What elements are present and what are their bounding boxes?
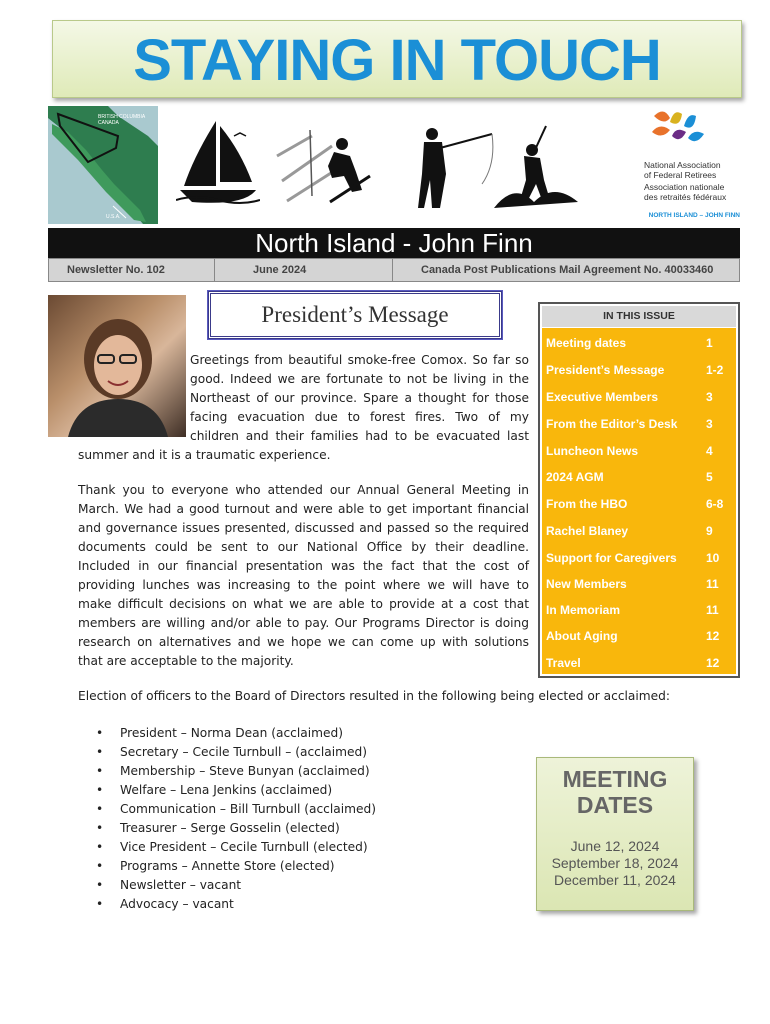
list-item: • Membership – Steve Bunyan (acclaimed) [96,762,376,781]
issue-page: 11 [706,603,719,617]
info-divider [392,259,393,281]
meeting-date: June 12, 2024 [570,838,660,854]
paragraph-line: Greetings from beautiful smoke-free Comox. So far so [190,353,529,367]
issue-item[interactable] [546,444,732,458]
logo-line-3: Association nationale [644,182,725,192]
golfer-icon [494,122,578,208]
list-item: • Vice President – Cecile Turnbull (elected) [96,838,376,857]
issue-item[interactable] [546,470,732,484]
presidents-message-title: President’s Message [261,302,449,327]
president-paragraph-2 [78,481,529,671]
info-divider [214,259,215,281]
paragraph-line: summer and it is a traumatic experience. [78,448,331,462]
issue-title: Support for Caregivers [546,551,677,565]
presidents-message-heading [208,291,502,339]
issue-page: 1 [706,336,713,350]
branch-name: North Island - John Finn [255,228,533,258]
issue-title: Travel [546,656,581,670]
issue-title: President’s Message [546,363,665,377]
issue-item[interactable] [546,551,732,565]
issue-item[interactable] [546,497,732,511]
paragraph-line: providing lunches was increasing to the point where we will have to [78,578,529,592]
paragraph-line: facing evacuation due to forest fires. Two of my [190,410,529,424]
president-paragraph-1 [190,351,529,446]
issue-page: 3 [706,390,713,404]
paragraph-line: children and their families had to be evacuated last [190,429,529,443]
issue-item[interactable] [546,390,732,404]
meeting-title-line-2: DATES [576,792,654,818]
issue-title: In Memoriam [546,603,621,617]
logo-line-1: National Association [644,160,721,170]
in-this-issue-heading: IN THIS ISSUE [542,306,736,327]
mail-agreement: Canada Post Publications Mail Agreement No. 40033460 [421,264,714,276]
fisherman-icon [412,124,496,208]
logo-line-4: des retraités fédéraux [644,192,727,202]
list-item: • President – Norma Dean (acclaimed) [96,724,376,743]
paragraph-line: research on alternatives and we hope we can come up with solutions [78,635,529,649]
issue-item[interactable] [546,629,732,643]
map-label-top: BRITISH COLUMBIA CANADA [98,114,146,126]
sailboat-icon [176,116,260,206]
list-item: • Programs – Annette Store (elected) [96,857,376,876]
list-item: • Secretary – Cecile Turnbull – (acclaimed) [96,743,376,762]
issue-page: 3 [706,417,713,431]
issue-item[interactable] [546,336,732,350]
issue-page: 10 [706,551,720,565]
issue-item[interactable] [546,363,732,377]
issue-page: 11 [706,577,719,591]
list-item: • Welfare – Lena Jenkins (acclaimed) [96,781,376,800]
paragraph-line: good. Indeed we are fortunate to not be living in the [190,372,529,386]
election-paragraph: Election of officers to the Board of Directors resulted in the following being elected or acclaimed: [78,689,670,703]
title-banner [52,20,742,98]
in-this-issue-list [542,328,736,674]
issue-page: 6-8 [706,497,724,511]
list-item: • Communication – Bill Turnbull (acclaimed) [96,800,376,819]
issue-date: June 2024 [253,264,307,276]
issue-title: Executive Members [546,390,659,404]
paragraph-line: that are acceptable to the majority. [78,654,294,668]
list-item: • Treasurer – Serge Gosselin (elected) [96,819,376,838]
meeting-date: September 18, 2024 [551,855,679,871]
issue-title: Rachel Blaney [546,524,629,538]
paragraph-line: make difficult decisions on what we are able to provide at a cost that [78,597,529,611]
association-logo-icon [624,106,740,156]
issue-title: From the HBO [546,497,628,511]
meeting-dates-title [537,766,693,818]
officers-list [96,724,376,914]
issue-item[interactable] [546,656,732,670]
logo-line-2: of Federal Retirees [644,170,717,180]
issue-item[interactable] [546,577,732,591]
issue-item[interactable] [546,524,732,538]
meeting-dates-list [537,838,693,889]
skier-icon [272,126,372,206]
info-bar [48,258,740,282]
issue-item[interactable] [546,603,732,617]
paragraph-line: documents could be sent to our National Office by their deadline. [78,540,529,554]
paragraph-line: Included in our financial presentation was the fact that the cost of [78,559,529,573]
issue-page: 4 [706,444,713,458]
issue-title: Meeting dates [546,336,627,350]
paragraph-line: members are willing and/or able to pay. Our Programs Director is doing [78,616,529,630]
issue-title: Luncheon News [546,444,639,458]
newsletter-number: Newsletter No. 102 [67,264,165,276]
issue-title: 2024 AGM [546,470,604,484]
issue-item[interactable] [546,417,732,431]
paragraph-line: March. We had a good turnout and were able to get important financial [78,502,529,516]
issue-title: About Aging [546,629,618,643]
issue-page: 1-2 [706,363,724,377]
meeting-title-line-1: MEETING [562,766,668,792]
paragraph-line: Thank you to everyone who attended our Annual General Meeting in [78,483,529,497]
issue-page: 9 [706,524,713,538]
association-logo [624,106,740,224]
meeting-dates-box [536,757,694,911]
meeting-date: December 11, 2024 [554,872,676,888]
issue-title: New Members [546,577,627,591]
issue-page: 12 [706,656,720,670]
list-item: • Advocacy – vacant [96,895,376,914]
branch-header [48,228,740,258]
logo-branch: NORTH ISLAND – JOHN FINN [648,212,740,219]
paragraph-line: Northeast of our province. Spare a thought for those [190,391,529,405]
issue-page: 12 [706,629,720,643]
map-label-bottom: U.S.A. [106,214,121,220]
newsletter-title: STAYING IN TOUCH [133,28,661,93]
map-icon [48,106,158,224]
paragraph-line: and governance issues presented, discussed and passed so the required [78,521,529,535]
list-item: • Newsletter – vacant [96,876,376,895]
issue-page: 5 [706,470,713,484]
president-photo [48,295,186,437]
issue-title: From the Editor’s Desk [546,417,678,431]
in-this-issue-box [538,302,740,678]
